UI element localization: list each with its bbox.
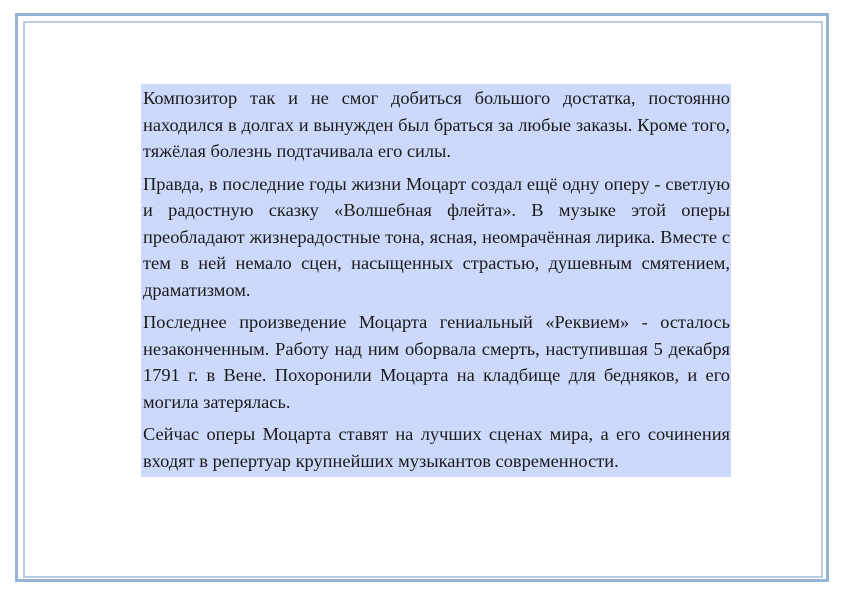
text-block — [141, 84, 731, 477]
paragraph-1: Композитор так и не смог добиться большого достатка, постоянно находился в долгах и вынужден был браться за любые заказы. Кроме того, тяжёлая болезнь подтачивала его силы. — [143, 88, 730, 161]
paragraph-4: Сейчас оперы Моцарта ставят на лучших сценах мира, а его сочинения входят в репертуар крупнейших музыкантов современности. — [143, 424, 730, 471]
paragraph-3: Последнее произведение Моцарта гениальный «Реквием» - осталось незаконченным. Работу над ним оборвала смерть, наступившая 5 декабря 1791 г. в Вене. Похоронили Моцарта на кладбище для бедняков, и его могила затерялась. — [143, 312, 730, 412]
paragraph-2: Правда, в последние годы жизни Моцарт создал ещё одну оперу - светлую и радостную сказку «Волшебная флейта». В музыке этой оперы преобладают жизнерадостные тона, ясная, неомрачённая лирика. Вместе с тем в ней немало сцен, насыщенных страстью, душевным смятением, драматизмом. — [143, 173, 730, 300]
